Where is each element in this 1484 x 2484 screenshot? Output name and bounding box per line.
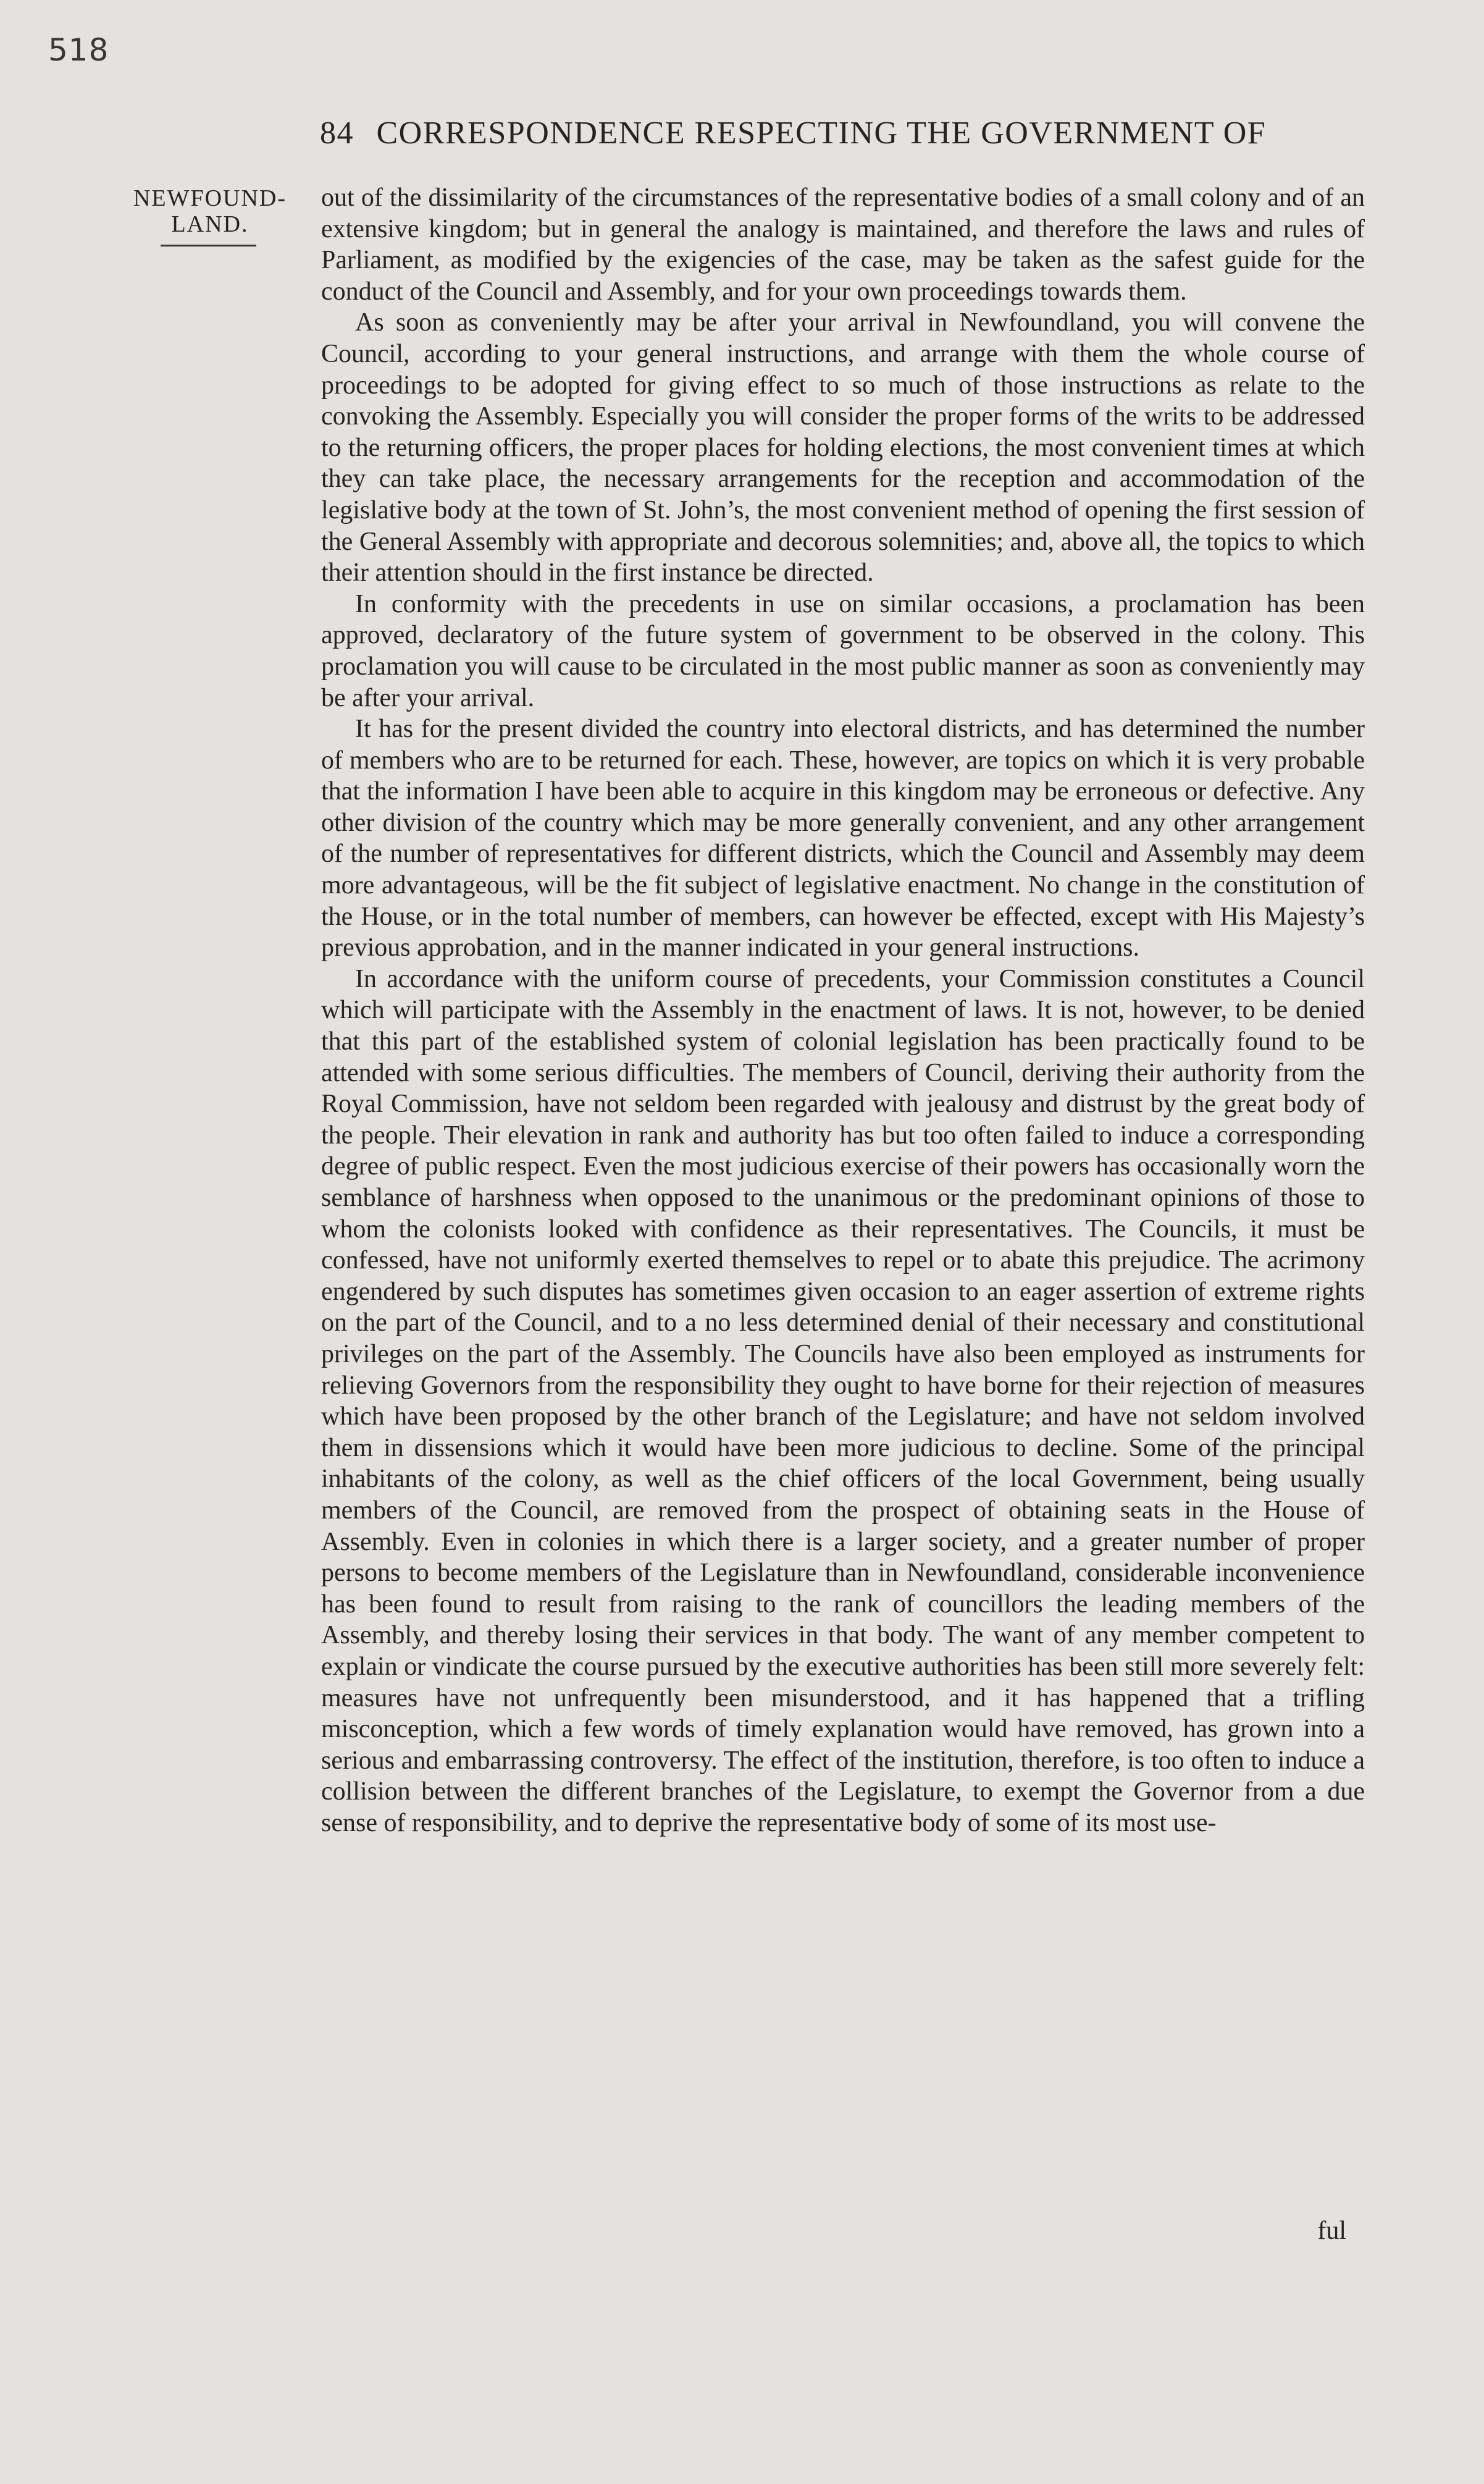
- running-head-title: CORRESPONDENCE RESPECTING THE GOVERNMENT OF: [376, 116, 1267, 151]
- archive-page-number: 518: [48, 32, 109, 68]
- paragraph: As soon as conveniently may be after your arrival in Newfoundland, you will convene the Council, according to your general instructions, and arrange with them the whole course of proceedings to be adopted for giving effect to so much of those instructions as relate to the convoking the Assembly. Especially you will consider the proper forms of the writs to be addressed to the returning officers, the proper places for holding elections, the most convenient times at which they can take place, the necessary arrangements for the reception and accommodation of the legislative body at the town of St. John’s, the most convenient method of opening the first session of the General Assembly with appropriate and decorous solemnities; and, above all, the topics to which their attention should in the first instance be directed.: [321, 308, 1365, 587]
- page-number: 84: [320, 116, 354, 151]
- running-head: [320, 115, 1370, 152]
- catch-word: ful: [1317, 2217, 1346, 2245]
- body-text: [321, 182, 1365, 1838]
- margin-rule-divider: [161, 245, 256, 246]
- margin-note: [127, 185, 293, 237]
- paragraph: It has for the present divided the country into electoral districts, and has determined the number of members who are to be returned for each. These, however, are topics on which it is very probable that the information I have been able to acquire in this kingdom may be erroneous or defective. Any other division of the country which may be more generally convenient, and any other arrangement of the number of representatives for different districts, which the Council and Assembly may deem more advantageous, will be the fit subject of legislative enactment. No change in the constitution of the House, or in the total number of members, can however be effected, except with His Majesty’s previous approbation, and in the manner indicated in your general instructions.: [321, 715, 1365, 962]
- paragraph-continued: out of the dissimilarity of the circumstances of the representative bodies of a small colony and of an extensive kingdom; but in general the analogy is maintained, and therefore the laws and rules of Parliament, as modified by the exigencies of the case, may be taken as the safest guide for the conduct of the Council and Assembly, and for your own proceedings towards them.: [321, 183, 1365, 306]
- paragraph: In conformity with the precedents in use on similar occasions, a proclamation has been approved, declaratory of the future system of government to be observed in the colony. This proclamation you will cause to be circulated in the most public manner as soon as conveniently may be after your arrival.: [321, 589, 1365, 712]
- margin-note-line-2: LAND.: [171, 211, 249, 237]
- paragraph: In accordance with the uniform course of precedents, your Commission constitutes a Council which will participate with the Assembly in the enactment of laws. It is not, however, to be denied that this part of the established system of colonial legislation has been practically found to be attended with some serious difficulties. The members of Council, deriving their authority from the Royal Commission, have not seldom been regarded with jealousy and distrust by the great body of the people. Their elevation in rank and authority has but too often failed to induce a corresponding degree of public respect. Even the most judicious exercise of their powers has occasionally worn the semblance of harshness when opposed to the unanimous or the predominant opinions of those to whom the colonists looked with confidence as their representatives. The Councils, it must be confessed, have not uniformly exerted themselves to repel or to abate this prejudice. The acrimony engendered by such disputes has sometimes given occasion to an eager assertion of extreme rights on the part of the Council, and to a no less determined denial of their necessary and constitutional privileges on the part of the Assembly. The Councils have also been employed as instruments for relieving Governors from the responsibility they ought to have borne for their rejection of measures which have been proposed by the other branch of the Legislature; and have not seldom involved them in dissensions which it would have been more judicious to decline. Some of the principal inhabitants of the colony, as well as the chief officers of the local Government, being usually members of the Council, are removed from the prospect of obtaining seats in the House of Assembly. Even in colonies in which there is a larger society, and a greater number of proper persons to become members of the Legislature than in Newfoundland, considerable inconvenience has been found to result from raising to the rank of councillors the leading members of the Assembly, and thereby losing their services in that body. The want of any member competent to explain or vindicate the course pursued by the executive authorities has been still more severely felt: measures have not unfrequently been misunderstood, and it has happened that a trifling misconception, which a few words of timely explanation would have removed, has grown into a serious and embarrassing controversy. The effect of the institution, therefore, is too often to induce a collision between the different branches of the Legislature, to exempt the Governor from a due sense of responsibility, and to deprive the representative body of some of its most use-: [321, 964, 1365, 1837]
- margin-note-line-1: NEWFOUND-: [133, 185, 287, 211]
